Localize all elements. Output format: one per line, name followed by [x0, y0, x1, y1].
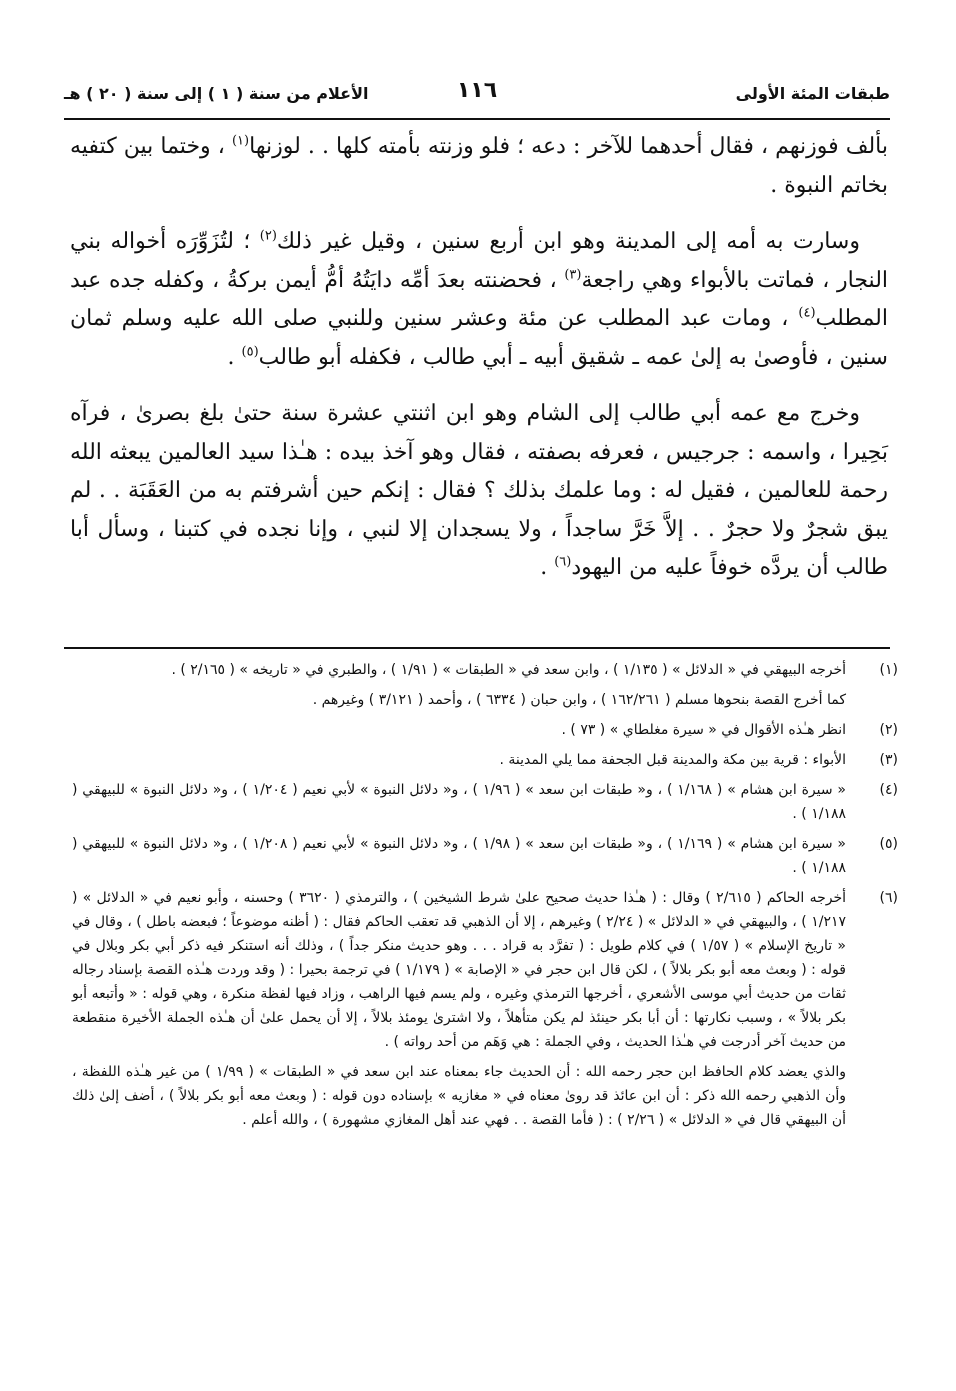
footnotes — [72, 658, 898, 1138]
footnote-ref-4[interactable]: (٤) — [798, 305, 816, 321]
paragraph-2 — [70, 223, 888, 377]
main-text — [70, 128, 888, 606]
footnote-ref-6[interactable]: (٦) — [554, 554, 572, 570]
text-run: ؛ لتُزَوِّرَه أخواله بني النجار ، فماتت بالأبواء وهي راجعة — [70, 229, 889, 293]
footnote-number: (٢) — [879, 722, 898, 738]
footnote-text: انظر هـٰذه الأقوال في « سيرة مغلطاي » ( ٧٣ ) . — [561, 722, 846, 738]
footnote-text: أخرجه البيهقي في « الدلائل » ( ١/١٣٥ ) ، وابن سعد في « الطبقات » ( ١/٩١ ) ، والطبري في « تاريخه » ( ٢/١٦٥ ) . — [171, 662, 846, 678]
footnote-ref-3[interactable]: (٣) — [564, 267, 582, 283]
text-run: وخرج مع عمه أبي طالب إلى الشام وهو ابن اثنتي عشرة سنة حتىٰ بلغ بصرىٰ ، فرآه بَحِيرا ، واسمه : جرجيس ، فعرفه بصفته ، فقال وهو آخذ بيده : هـٰذا سيد العالمين يبعثه الله رحمة للعالمين ، فقيل له : وما علمك بذلك ؟ فقال : إنكم حين أشرفتم به من العَقَبَة . . لم يبق شجرٌ ولا حجرٌ . . إلاَّ خَرَّ ساجداً ، ولا يسجدان إلا لنبي ، وإنا نجده في كتبنا ، وسأل أبا طالب أن يردَّه خوفاً عليه من اليهود — [70, 401, 888, 580]
footnote-3 — [72, 748, 898, 772]
footnote-1 — [72, 658, 898, 682]
header-rule — [64, 118, 890, 120]
book-title: طبقات المئة الأولى — [735, 84, 890, 103]
footnote-text: « سيرة ابن هشام » ( ١/١٦٩ ) ، و« طبقات ابن سعد » ( ١/٩٨ ) ، و« دلائل النبوة » لأبي نعيم ( ١/٢٠٨ ) ، و« دلائل النبوة » للبيهقي ( ١/١٨٨ ) . — [72, 836, 846, 876]
footnote-text: « سيرة ابن هشام » ( ١/١٦٨ ) ، و« طبقات ابن سعد » ( ١/٩٦ ) ، و« دلائل النبوة » لأبي نعيم ( ١/٢٠٤ ) ، و« دلائل النبوة » للبيهقي ( ١/١٨٨ ) . — [72, 782, 846, 822]
footnote-number: (٣) — [879, 752, 898, 768]
paragraph-1 — [70, 128, 888, 205]
footnote-text: أخرجه الحاكم ( ٢/٦١٥ ) وقال : ( هـٰذا حديث صحيح علىٰ شرط الشيخين ) ، والترمذي ( ٣٦٢٠ ) وحسنه ، وأبو نعيم في « الدلائل » ( ١/٢١٧ ) ، والبيهقي في « الدلائل » ( ٢/٢٤ ) وغيرهم ، إلا أن الذهبي قد تعقب الحاكم فقال : ( أظنه موضوعاً ؛ فبعضه باطل ) ، وقال في « تاريخ الإسلام » ( ١/٥٧ ) في كلام طويل : ( تفرَّد به قراد . . . وهو حديث منكر جداً ) ، وذلك أنه استنكر فيه ذكر أبي بكر وبلال في قوله : ( وبعث معه أبو بكر بلالاً ) ، لكن قال ابن حجر في « الإصابة » ( ١/١٧٩ ) في ترجمة بحيرا : ( وقد وردت هـٰذه القصة بإسناد رجاله ثقات من حديث أبي موسى الأشعري ، أخرجها الترمذي وغيره ، ولم يسم فيها الراهب ، وزاد فيها لفظة منكرة ، وهي قوله : « وأتبعه أبو بكر بلالاً » ، وسبب نكارتها : أن أبا بكر حينئذ لم يكن متأهلاً ، ولا اشترىٰ يومئذ بلالاً ، إلا أن يحمل علىٰ أن هـٰذه الجملة الأخيرة منقطعة من حديث آخر أدرجت في هـٰذا الحديث ، وفي الجملة : هي وَهَم من أحد رواته ) . — [72, 890, 846, 1050]
footnote-number: (٦) — [879, 890, 898, 906]
paragraph-3 — [70, 395, 888, 588]
text-run: . — [227, 344, 242, 370]
footnote-4 — [72, 778, 898, 826]
text-run: وسارت به أمه إلى المدينة وهو ابن أربع سنين ، وقيل غير ذلك — [276, 229, 860, 254]
footnote-text: الأبواء : قرية بين مكة والمدينة قبل الجحفة مما يلي المدينة . — [499, 752, 846, 768]
footnote-2 — [72, 718, 898, 742]
section-title: الأعلام من سنة ( ١ ) إلى سنة ( ٢٠ ) هـ — [64, 84, 369, 103]
page-number: ١١٦ — [456, 78, 498, 103]
footnote-number: (٤) — [879, 782, 898, 798]
footnote-separator — [64, 647, 890, 649]
footnote-ref-5[interactable]: (٥) — [241, 344, 259, 360]
text-run: . — [540, 555, 555, 580]
text-run: بألف فوزنهم ، فقال أحدهما للآخر : دعه ؛ فلو وزنته بأمته كلها . . لوزنها — [249, 134, 888, 159]
page-header — [64, 78, 890, 112]
footnote-number: (٥) — [879, 836, 898, 852]
footnote-6 — [72, 886, 898, 1054]
footnote-ref-1[interactable]: (١) — [231, 133, 250, 149]
footnote-5 — [72, 832, 898, 880]
text-run: ، وختما بين كتفيه بخاتم النبوة . — [70, 134, 888, 198]
text-run: ، فحضنته بعدَ أمِّه دايَتُهُ أمُّ أيمن بركةُ ، وكفله جده عبد المطلب — [70, 267, 888, 331]
text-run: ، ومات عبد المطلب عن مئة وعشر سنين وللنبي صلى الله عليه وسلم ثمان سنين ، فأوصىٰ به إلىٰ عمه ـ شقيق أبيه ـ أبي طالب ، فكفله أبو طالب — [70, 306, 888, 370]
footnote-number: (١) — [879, 662, 898, 678]
footnote-1-continuation: كما أخرج القصة بنحوها مسلم ( ١٦٢/٢٦١ ) ، وابن حبان ( ٦٣٣٤ ) ، وأحمد ( ٣/١٢١ ) وغيرهم . — [312, 692, 846, 708]
footnote-6-continuation: والذي يعضد كلام الحافظ ابن حجر رحمه الله : أن الحديث جاء بمعناه عند ابن سعد في « الطبقات » ( ١/٩٩ ) من غير هـٰذه اللفظة ، وأن الذهبي رحمه الله ذكر : أن ابن عائذ قد روىٰ معناه في « مغازيه » بإسناده دون قوله : ( وبعث معه أبو بكر بلالاً ) ، أضف إلىٰ ذلك أن البيهقي قال في « الدلائل » ( ٢/٢٦ ) : ( فأما القصة . . فهي عند أهل المغازي مشهورة ) ، والله أعلم . — [72, 1064, 846, 1128]
footnote-ref-2[interactable]: (٢) — [259, 228, 277, 244]
